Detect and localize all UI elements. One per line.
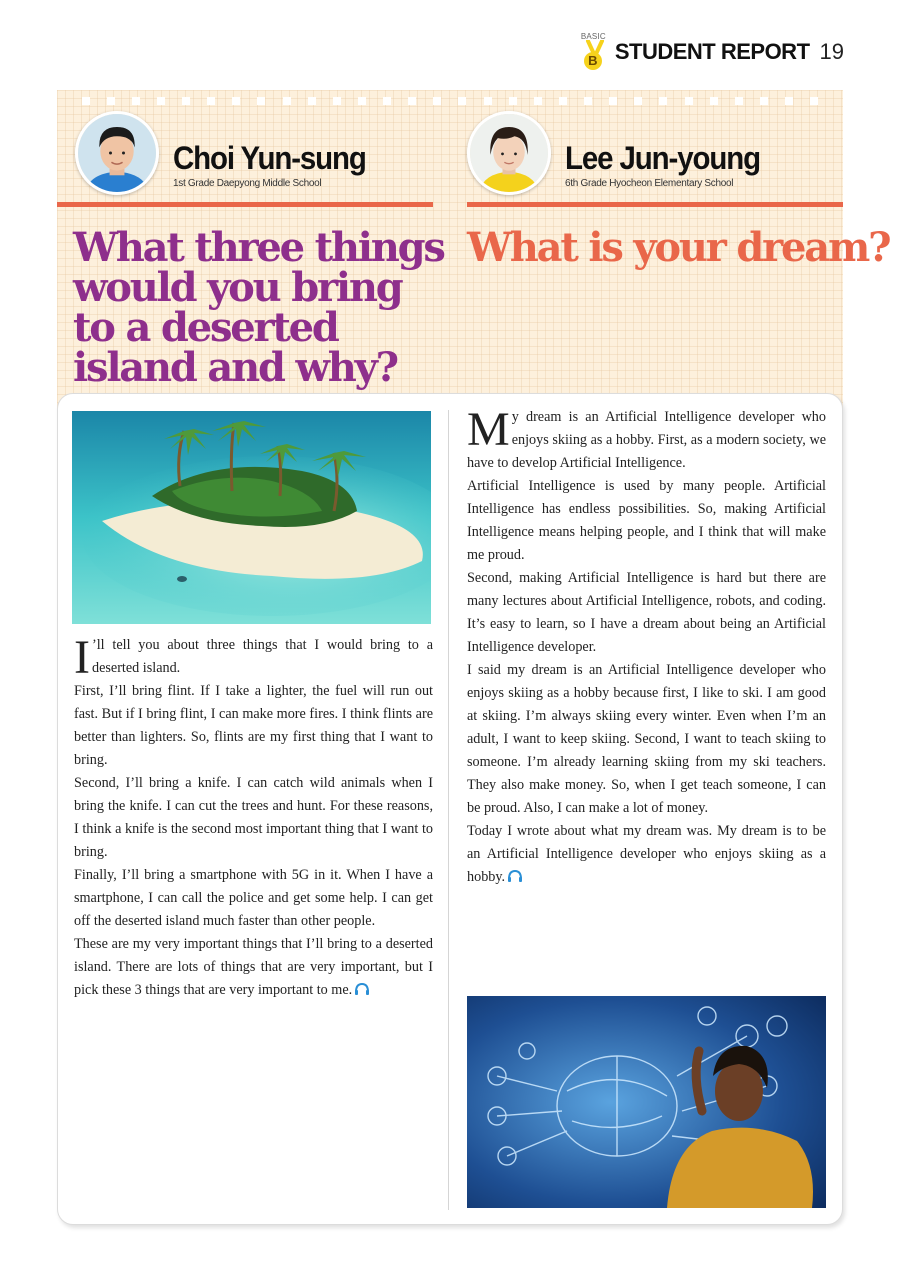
essay-paragraph-last xyxy=(467,820,826,889)
essay-right xyxy=(467,403,826,889)
essay-left xyxy=(74,631,433,1002)
headphones-end-icon xyxy=(354,982,370,996)
profile-left xyxy=(75,108,383,198)
student-name: Lee Jun-young xyxy=(565,139,761,176)
essay-paragraph: Second, making Artificial Intelligence is hard but there are many lectures about Artificial Intelligence, robots, and coding. It’s easy to learn, so I have a dream about being an Artificial Intelligence developer. xyxy=(467,570,826,655)
column-divider xyxy=(448,410,449,1210)
student-school: 6th Grade Hyocheon Elementary School xyxy=(565,177,734,189)
basic-logo-icon xyxy=(581,32,609,72)
page-header xyxy=(581,30,844,74)
avatar xyxy=(467,111,551,195)
boy-portrait-icon xyxy=(78,114,156,192)
student-name: Choi Yun-sung xyxy=(173,139,366,176)
essay-paragraph: First, I’ll bring flint. If I take a lighter, the fuel will run out fast. But if I bring flint, I can make more fires. I think flints are better than lighters. So, flints are my first thing that I want to bring. xyxy=(74,683,433,768)
essay-paragraph: y dream is an Artificial Intelligence developer who enjoys skiing as a hobby. First, as a modern society, we have to develop Artificial Intelligence. xyxy=(467,409,826,471)
logo-small-text: BASIC xyxy=(580,32,606,41)
essay-paragraph-last xyxy=(74,933,433,1002)
essay-paragraph: I said my dream is an Artificial Intelligence developer who enjoys skiing as a hobby because first, I like to ski. I am good at skiing. I’m always skiing every winter. Even when I’m an adult, I want to keep skiing. Second, I want to teach skiing to someone. I’m already learning skiing from my ski teachers. They also make money. So, when I get teach someone, I can be proud. Also, I can make a lot of money. xyxy=(467,662,826,816)
question-heading-right: What is your dream? xyxy=(467,224,890,271)
student-school: 1st Grade Daepyong Middle School xyxy=(173,177,322,189)
essay-paragraph-text: Today I wrote about what my dream was. My dream is to be an Artificial Intelligence developer who enjoys skiing as a hobby. xyxy=(467,823,826,885)
drop-cap: M xyxy=(467,403,510,456)
profile-right xyxy=(467,108,777,198)
ai-technology-photo-icon xyxy=(467,996,826,1208)
logo-letter: B xyxy=(584,52,602,70)
divider-rule-left xyxy=(57,202,433,207)
tropical-island-photo-icon xyxy=(72,411,431,624)
headphones-end-icon xyxy=(507,869,523,883)
essay-paragraph: Artificial Intelligence is used by many people. Artificial Intelligence has endless possibilities. So, making Artificial Intelligence means helping people, and I think that will make me proud. xyxy=(467,478,826,563)
divider-rule-right xyxy=(467,202,843,207)
essay-paragraph: ’ll tell you about three things that I would bring to a deserted island. xyxy=(91,637,433,676)
essay-paragraph: Finally, I’ll bring a smartphone with 5G in it. When I have a smartphone, I can call the police and get some help. I can get off the deserted island much faster than other people. xyxy=(74,867,433,929)
essay-paragraph-text: These are my very important things that I’ll bring to a deserted island. There are lots of things that are very important, but I pick these 3 things that are very important to me. xyxy=(74,936,433,998)
essay-paragraph: Second, I’ll bring a knife. I can catch wild animals when I bring the knife. I can cut the trees and hunt. For these reasons, I think a knife is the second most important thing that I want to bring. xyxy=(74,775,433,860)
avatar xyxy=(75,111,159,195)
question-heading-left: What three things would you bring to a deserted island and why? xyxy=(73,224,444,391)
report-title: STUDENT REPORT xyxy=(614,39,810,64)
drop-cap: I xyxy=(74,631,90,684)
girl-portrait-icon xyxy=(470,114,548,192)
page-number: 19 xyxy=(819,39,844,64)
